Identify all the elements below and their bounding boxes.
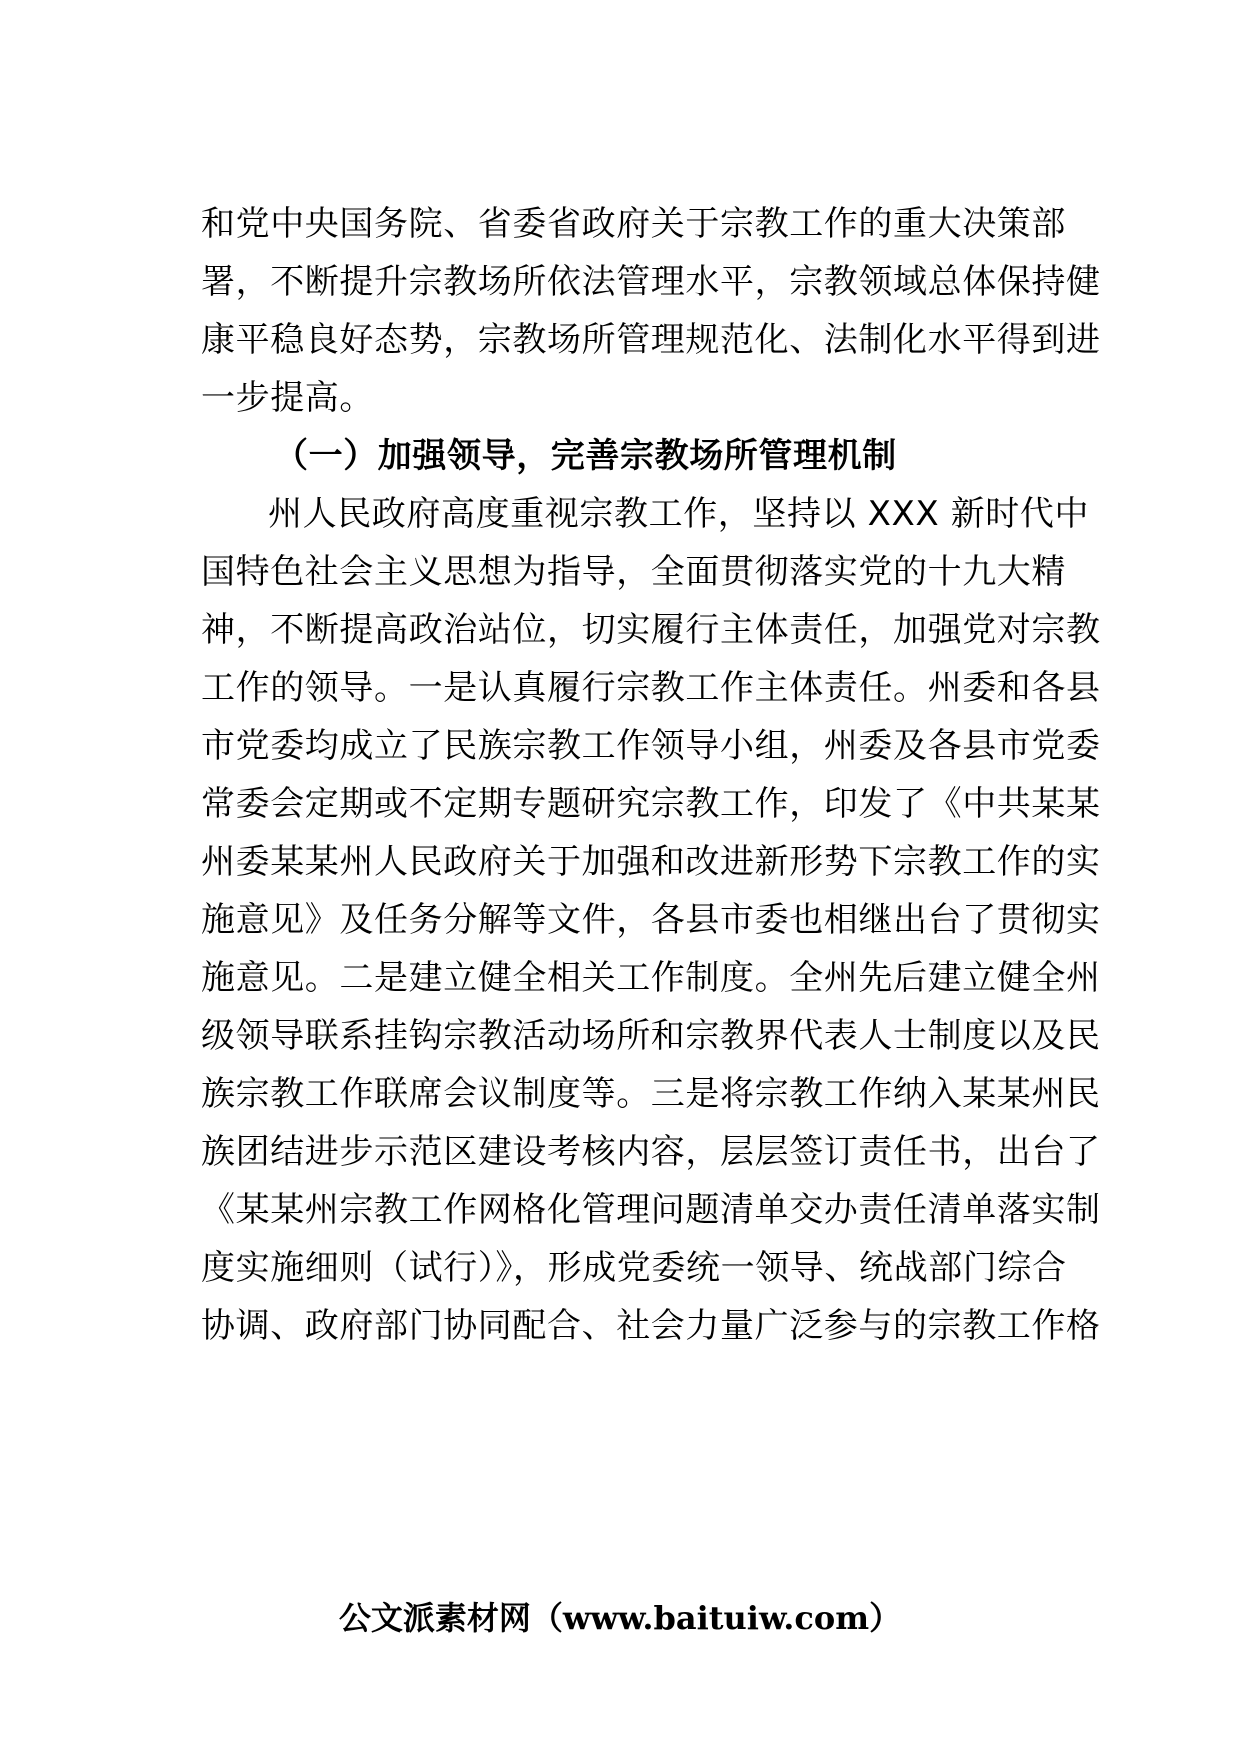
text-line: 州人民政府高度重视宗教工作，坚持以 XXX 新时代中 xyxy=(268,494,1090,534)
text-line: 国特色社会主义思想为指导，全面贯彻落实党的十九大精 xyxy=(201,552,1066,592)
text-line: 《某某州宗教工作网格化管理问题清单交办责任清单落实制 xyxy=(201,1190,1101,1230)
text-line: 市党委均成立了民族宗教工作领导小组，州委及各县市党委 xyxy=(201,726,1101,766)
footer-site-name: 公文派素材网 xyxy=(338,1599,531,1637)
text-line: 神，不断提高政治站位，切实履行主体责任，加强党对宗教 xyxy=(201,610,1101,650)
text-line: 协调、政府部门协同配合、社会力量广泛参与的宗教工作格 xyxy=(201,1306,1101,1346)
text-line: 州委某某州人民政府关于加强和改进新形势下宗教工作的实 xyxy=(201,842,1101,882)
page-footer xyxy=(0,1598,1240,1638)
text-line: 一步提高。 xyxy=(201,378,374,418)
text-line: 度实施细则（试行）》，形成党委统一领导、统战部门综合 xyxy=(201,1248,1067,1288)
footer-paren-close: ） xyxy=(869,1599,902,1637)
text-line: 族团结进步示范区建设考核内容，层层签订责任书，出台了 xyxy=(201,1132,1101,1172)
text-line: 族宗教工作联席会议制度等。三是将宗教工作纳入某某州民 xyxy=(201,1074,1101,1114)
footer-url: www.baituiw.com xyxy=(562,1599,870,1637)
text-line: 工作的领导。一是认真履行宗教工作主体责任。州委和各县 xyxy=(201,668,1101,708)
text-line: 和党中央国务院、省委省政府关于宗教工作的重大决策部 xyxy=(201,204,1066,244)
text-line: 署，不断提升宗教场所依法管理水平，宗教领域总体保持健 xyxy=(201,262,1101,302)
text-line: 级领导联系挂钩宗教活动场所和宗教界代表人士制度以及民 xyxy=(201,1016,1101,1056)
text-line: 常委会定期或不定期专题研究宗教工作，印发了《中共某某 xyxy=(201,784,1101,824)
section-heading: （一）加强领导，完善宗教场所管理机制 xyxy=(274,436,897,476)
text-line: 施意见》及任务分解等文件，各县市委也相继出台了贯彻实 xyxy=(201,900,1101,940)
footer-paren-open: （ xyxy=(530,1599,563,1637)
text-line: 施意见。二是建立健全相关工作制度。全州先后建立健全州 xyxy=(201,958,1101,998)
text-line: 康平稳良好态势，宗教场所管理规范化、法制化水平得到进 xyxy=(201,320,1101,360)
